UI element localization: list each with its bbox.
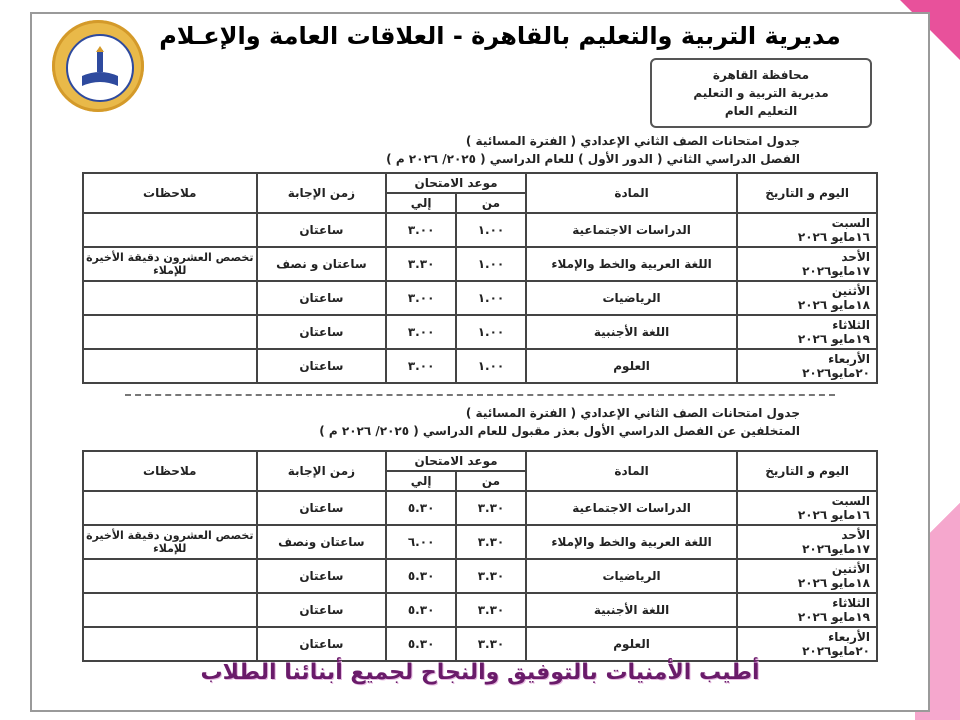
- from-cell: ٣.٣٠: [456, 525, 526, 559]
- exam-date: ١٩مايو ٢٠٢٦: [797, 332, 870, 346]
- logo-inner: [66, 34, 134, 102]
- page-title: مديرية التربية والتعليم بالقاهرة - العلاقات العامة والإعـلام: [159, 22, 841, 50]
- to-cell: ٥.٣٠: [386, 559, 456, 593]
- header-time-group: موعد الامتحان: [386, 173, 526, 193]
- notes-cell: تخصص العشرون دقيقة الأخيرة للإملاء: [83, 247, 257, 281]
- table-row: [83, 315, 877, 349]
- from-cell: ١.٠٠: [456, 349, 526, 383]
- notes-cell: [83, 213, 257, 247]
- header-to: إلي: [386, 193, 456, 213]
- day-date-cell: [737, 315, 877, 349]
- duration-cell: ساعتان: [257, 213, 387, 247]
- notes-cell: [83, 559, 257, 593]
- notes-cell: [83, 593, 257, 627]
- section-divider: [125, 394, 835, 396]
- day-name: الثلاثاء: [832, 318, 870, 332]
- day-name: السبت: [831, 494, 870, 508]
- torch-book-icon: [80, 46, 120, 90]
- day-date-cell: [737, 525, 877, 559]
- table2-caption-1: جدول امتحانات الصف الثاني الإعدادي ( الفترة المسائية ): [465, 406, 800, 420]
- day-name: السبت: [831, 216, 870, 230]
- header-subject: المادة: [526, 173, 737, 213]
- duration-cell: ساعتان: [257, 559, 387, 593]
- header-row: [83, 451, 877, 471]
- subject-cell: الرياضيات: [526, 281, 737, 315]
- from-cell: ٣.٣٠: [456, 593, 526, 627]
- exam-date: ٢٠مايو٢٠٢٦: [802, 644, 870, 658]
- notes-cell: [83, 491, 257, 525]
- to-cell: ٣.٠٠: [386, 315, 456, 349]
- exam-date: ١٩مايو ٢٠٢٦: [797, 610, 870, 624]
- to-cell: ٦.٠٠: [386, 525, 456, 559]
- ministry-logo: [52, 20, 144, 112]
- header-duration: زمن الإجابة: [257, 173, 387, 213]
- header-subject: المادة: [526, 451, 737, 491]
- day-name: الأثنين: [831, 284, 870, 298]
- exam-date: ١٦مايو ٢٠٢٦: [797, 508, 870, 522]
- subject-cell: اللغة الأجنبية: [526, 593, 737, 627]
- duration-cell: ساعتان: [257, 315, 387, 349]
- exam-date: ١٧مايو٢٠٢٦: [802, 542, 870, 556]
- exam-table-2: [82, 450, 878, 662]
- day-name: الأربعاء: [828, 630, 870, 644]
- day-name: الثلاثاء: [832, 596, 870, 610]
- duration-cell: ساعتان: [257, 281, 387, 315]
- footer-wishes: أطيب الأمنيات بالتوفيق والنجاح لجميع أبنائنا الطلاب: [200, 660, 760, 685]
- exam-date: ٢٠مايو٢٠٢٦: [802, 366, 870, 380]
- day-name: الأحد: [841, 250, 870, 264]
- header-day: اليوم و التاريخ: [737, 173, 877, 213]
- to-cell: ٣.٠٠: [386, 349, 456, 383]
- table-row: [83, 525, 877, 559]
- header-to: إلي: [386, 471, 456, 491]
- day-date-cell: [737, 213, 877, 247]
- day-date-cell: [737, 593, 877, 627]
- header-row: [83, 173, 877, 193]
- header-day: اليوم و التاريخ: [737, 451, 877, 491]
- to-cell: ٣.٣٠: [386, 247, 456, 281]
- table-row: [83, 247, 877, 281]
- day-date-cell: [737, 491, 877, 525]
- header-time-group: موعد الامتحان: [386, 451, 526, 471]
- to-cell: ٣.٠٠: [386, 213, 456, 247]
- table1-caption-2: الفصل الدراسي الثاني ( الدور الأول ) للعام الدراسي ( ٢٠٢٥/ ٢٠٢٦ م ): [386, 152, 800, 166]
- subject-cell: اللغة العربية والخط والإملاء: [526, 525, 737, 559]
- from-cell: ١.٠٠: [456, 247, 526, 281]
- day-date-cell: [737, 627, 877, 661]
- subject-cell: العلوم: [526, 627, 737, 661]
- to-cell: ٥.٣٠: [386, 593, 456, 627]
- gov-line-2: مديرية التربية و التعليم: [693, 86, 829, 100]
- day-date-cell: [737, 349, 877, 383]
- subject-cell: اللغة العربية والخط والإملاء: [526, 247, 737, 281]
- table-row: [83, 491, 877, 525]
- day-date-cell: [737, 281, 877, 315]
- exam-date: ١٧مايو٢٠٢٦: [802, 264, 870, 278]
- to-cell: ٥.٣٠: [386, 491, 456, 525]
- day-date-cell: [737, 247, 877, 281]
- day-date-cell: [737, 559, 877, 593]
- header-notes: ملاحظات: [83, 451, 257, 491]
- duration-cell: ساعتان: [257, 593, 387, 627]
- table-row: [83, 349, 877, 383]
- day-name: الأربعاء: [828, 352, 870, 366]
- duration-cell: ساعتان: [257, 349, 387, 383]
- to-cell: ٣.٠٠: [386, 281, 456, 315]
- subject-cell: الرياضيات: [526, 559, 737, 593]
- gov-line-3: التعليم العام: [724, 104, 798, 118]
- day-name: الأثنين: [831, 562, 870, 576]
- header-duration: زمن الإجابة: [257, 451, 387, 491]
- subject-cell: الدراسات الاجتماعية: [526, 213, 737, 247]
- notes-cell: [83, 627, 257, 661]
- table2-caption-2: المتخلفين عن الفصل الدراسي الأول بعذر مقبول للعام الدراسي ( ٢٠٢٥/ ٢٠٢٦ م ): [319, 424, 800, 438]
- table1-caption-1: جدول امتحانات الصف الثاني الإعدادي ( الفترة المسائية ): [465, 134, 800, 148]
- gov-line-1: محافظة القاهرة: [712, 68, 810, 82]
- from-cell: ٣.٣٠: [456, 491, 526, 525]
- to-cell: ٥.٣٠: [386, 627, 456, 661]
- from-cell: ١.٠٠: [456, 213, 526, 247]
- duration-cell: ساعتان: [257, 627, 387, 661]
- duration-cell: ساعتان ونصف: [257, 525, 387, 559]
- table-row: [83, 593, 877, 627]
- exam-table-1: [82, 172, 878, 384]
- table-row: [83, 281, 877, 315]
- duration-cell: ساعتان: [257, 491, 387, 525]
- table-row: [83, 627, 877, 661]
- header-from: من: [456, 193, 526, 213]
- exam-date: ١٨مايو ٢٠٢٦: [797, 298, 870, 312]
- subject-cell: اللغة الأجنبية: [526, 315, 737, 349]
- notes-cell: [83, 349, 257, 383]
- governorate-box: [650, 58, 872, 128]
- day-name: الأحد: [841, 528, 870, 542]
- header-from: من: [456, 471, 526, 491]
- table-row: [83, 559, 877, 593]
- from-cell: ١.٠٠: [456, 281, 526, 315]
- subject-cell: الدراسات الاجتماعية: [526, 491, 737, 525]
- subject-cell: العلوم: [526, 349, 737, 383]
- header-notes: ملاحظات: [83, 173, 257, 213]
- notes-cell: [83, 315, 257, 349]
- from-cell: ١.٠٠: [456, 315, 526, 349]
- notes-cell: [83, 281, 257, 315]
- exam-date: ١٨مايو ٢٠٢٦: [797, 576, 870, 590]
- duration-cell: ساعتان و نصف: [257, 247, 387, 281]
- from-cell: ٣.٣٠: [456, 627, 526, 661]
- from-cell: ٣.٣٠: [456, 559, 526, 593]
- notes-cell: تخصص العشرون دقيقة الأخيرة للإملاء: [83, 525, 257, 559]
- exam-date: ١٦مايو ٢٠٢٦: [797, 230, 870, 244]
- table-row: [83, 213, 877, 247]
